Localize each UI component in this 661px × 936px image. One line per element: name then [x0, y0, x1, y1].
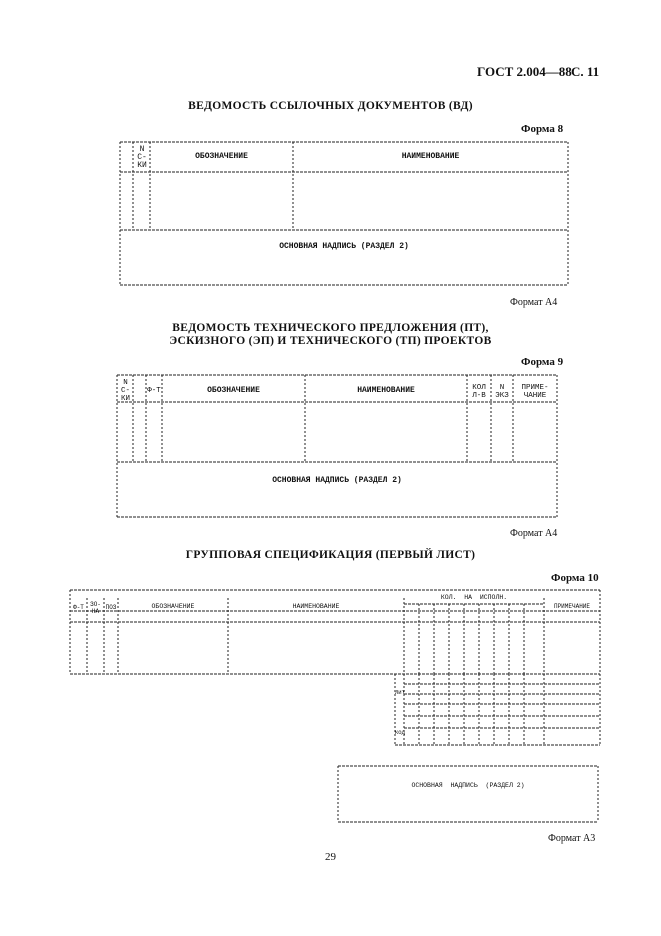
form10-col-qty-exec-header: КОЛ. НА ИСПОЛН.	[440, 594, 508, 601]
form9-label: Форма 9	[521, 356, 564, 368]
form8-label: Форма 8	[521, 123, 564, 135]
form9-col-note-header: ПРИМЕ- ЧАНИЕ	[521, 384, 549, 400]
form10-col-designation-header: ОБОЗНАЧЕНИЕ	[151, 603, 195, 610]
form8-format: Формат А4	[510, 297, 558, 308]
form8-title-block: ОСНОВНАЯ НАДПИСЬ (РАЗДЕЛ 2)	[279, 242, 409, 251]
form9-title-line1: ВЕДОМОСТЬ ТЕХНИЧЕСКОГО ПРЕДЛОЖЕНИЯ (ПТ),	[172, 322, 489, 334]
form9-col-format-header: Ф-Т	[147, 387, 161, 395]
form10-col-pos-header: ПОЗ	[105, 604, 117, 611]
form8-title: ВЕДОМОСТЬ ССЫЛОЧНЫХ ДОКУМЕНТОВ (ВД)	[188, 100, 473, 112]
form9-title-line2: ЭСКИЗНОГО (ЭП) И ТЕХНИЧЕСКОГО (ТП) ПРОЕКТОВ	[169, 335, 492, 347]
form8-col-n-header: N С- КИ	[137, 145, 147, 170]
form9-title-block: ОСНОВНАЯ НАДПИСЬ (РАЗДЕЛ 2)	[272, 476, 402, 485]
form10-col-note-header: ПРИМЕЧАНИЕ	[553, 603, 590, 610]
form9-col-name-header: НАИМЕНОВАНИЕ	[357, 386, 415, 395]
form10-title: ГРУППОВАЯ СПЕЦИФИКАЦИЯ (ПЕРВЫЙ ЛИСТ)	[185, 549, 476, 561]
document-page: С. 11	[571, 64, 600, 79]
form9-col-qty-header: КОЛ Л-В	[472, 384, 486, 400]
form9-col-n-header: N С- КИ	[120, 379, 130, 403]
form8-col-designation-header: ОБОЗНАЧЕНИЕ	[195, 152, 248, 161]
form10-col-zone-header: ЗО- НА	[90, 601, 101, 615]
form10-title-block: ОСНОВНАЯ НАДПИСЬ (РАЗДЕЛ 2)	[411, 782, 525, 789]
document-standard: ГОСТ 2.004—88	[477, 64, 572, 79]
form10-format: Формат А3	[548, 833, 596, 844]
form10-lit-label: ЛИТ	[395, 689, 405, 696]
form9-format: Формат А4	[510, 528, 558, 539]
form9-col-copy-header: N ЭКЗ	[495, 384, 509, 400]
form10-col-name-header: НАИМЕНОВАНИЕ	[292, 603, 340, 610]
form8-col-name-header: НАИМЕНОВАНИЕ	[401, 152, 460, 161]
form10-col-format-header: Ф-Т	[73, 604, 84, 611]
form9-col-designation-header: ОБОЗНАЧЕНИЕ	[207, 386, 260, 395]
page-number: 29	[325, 851, 336, 863]
form10-label: Форма 10	[551, 572, 599, 584]
form10-kod-label: КОД	[395, 729, 405, 736]
